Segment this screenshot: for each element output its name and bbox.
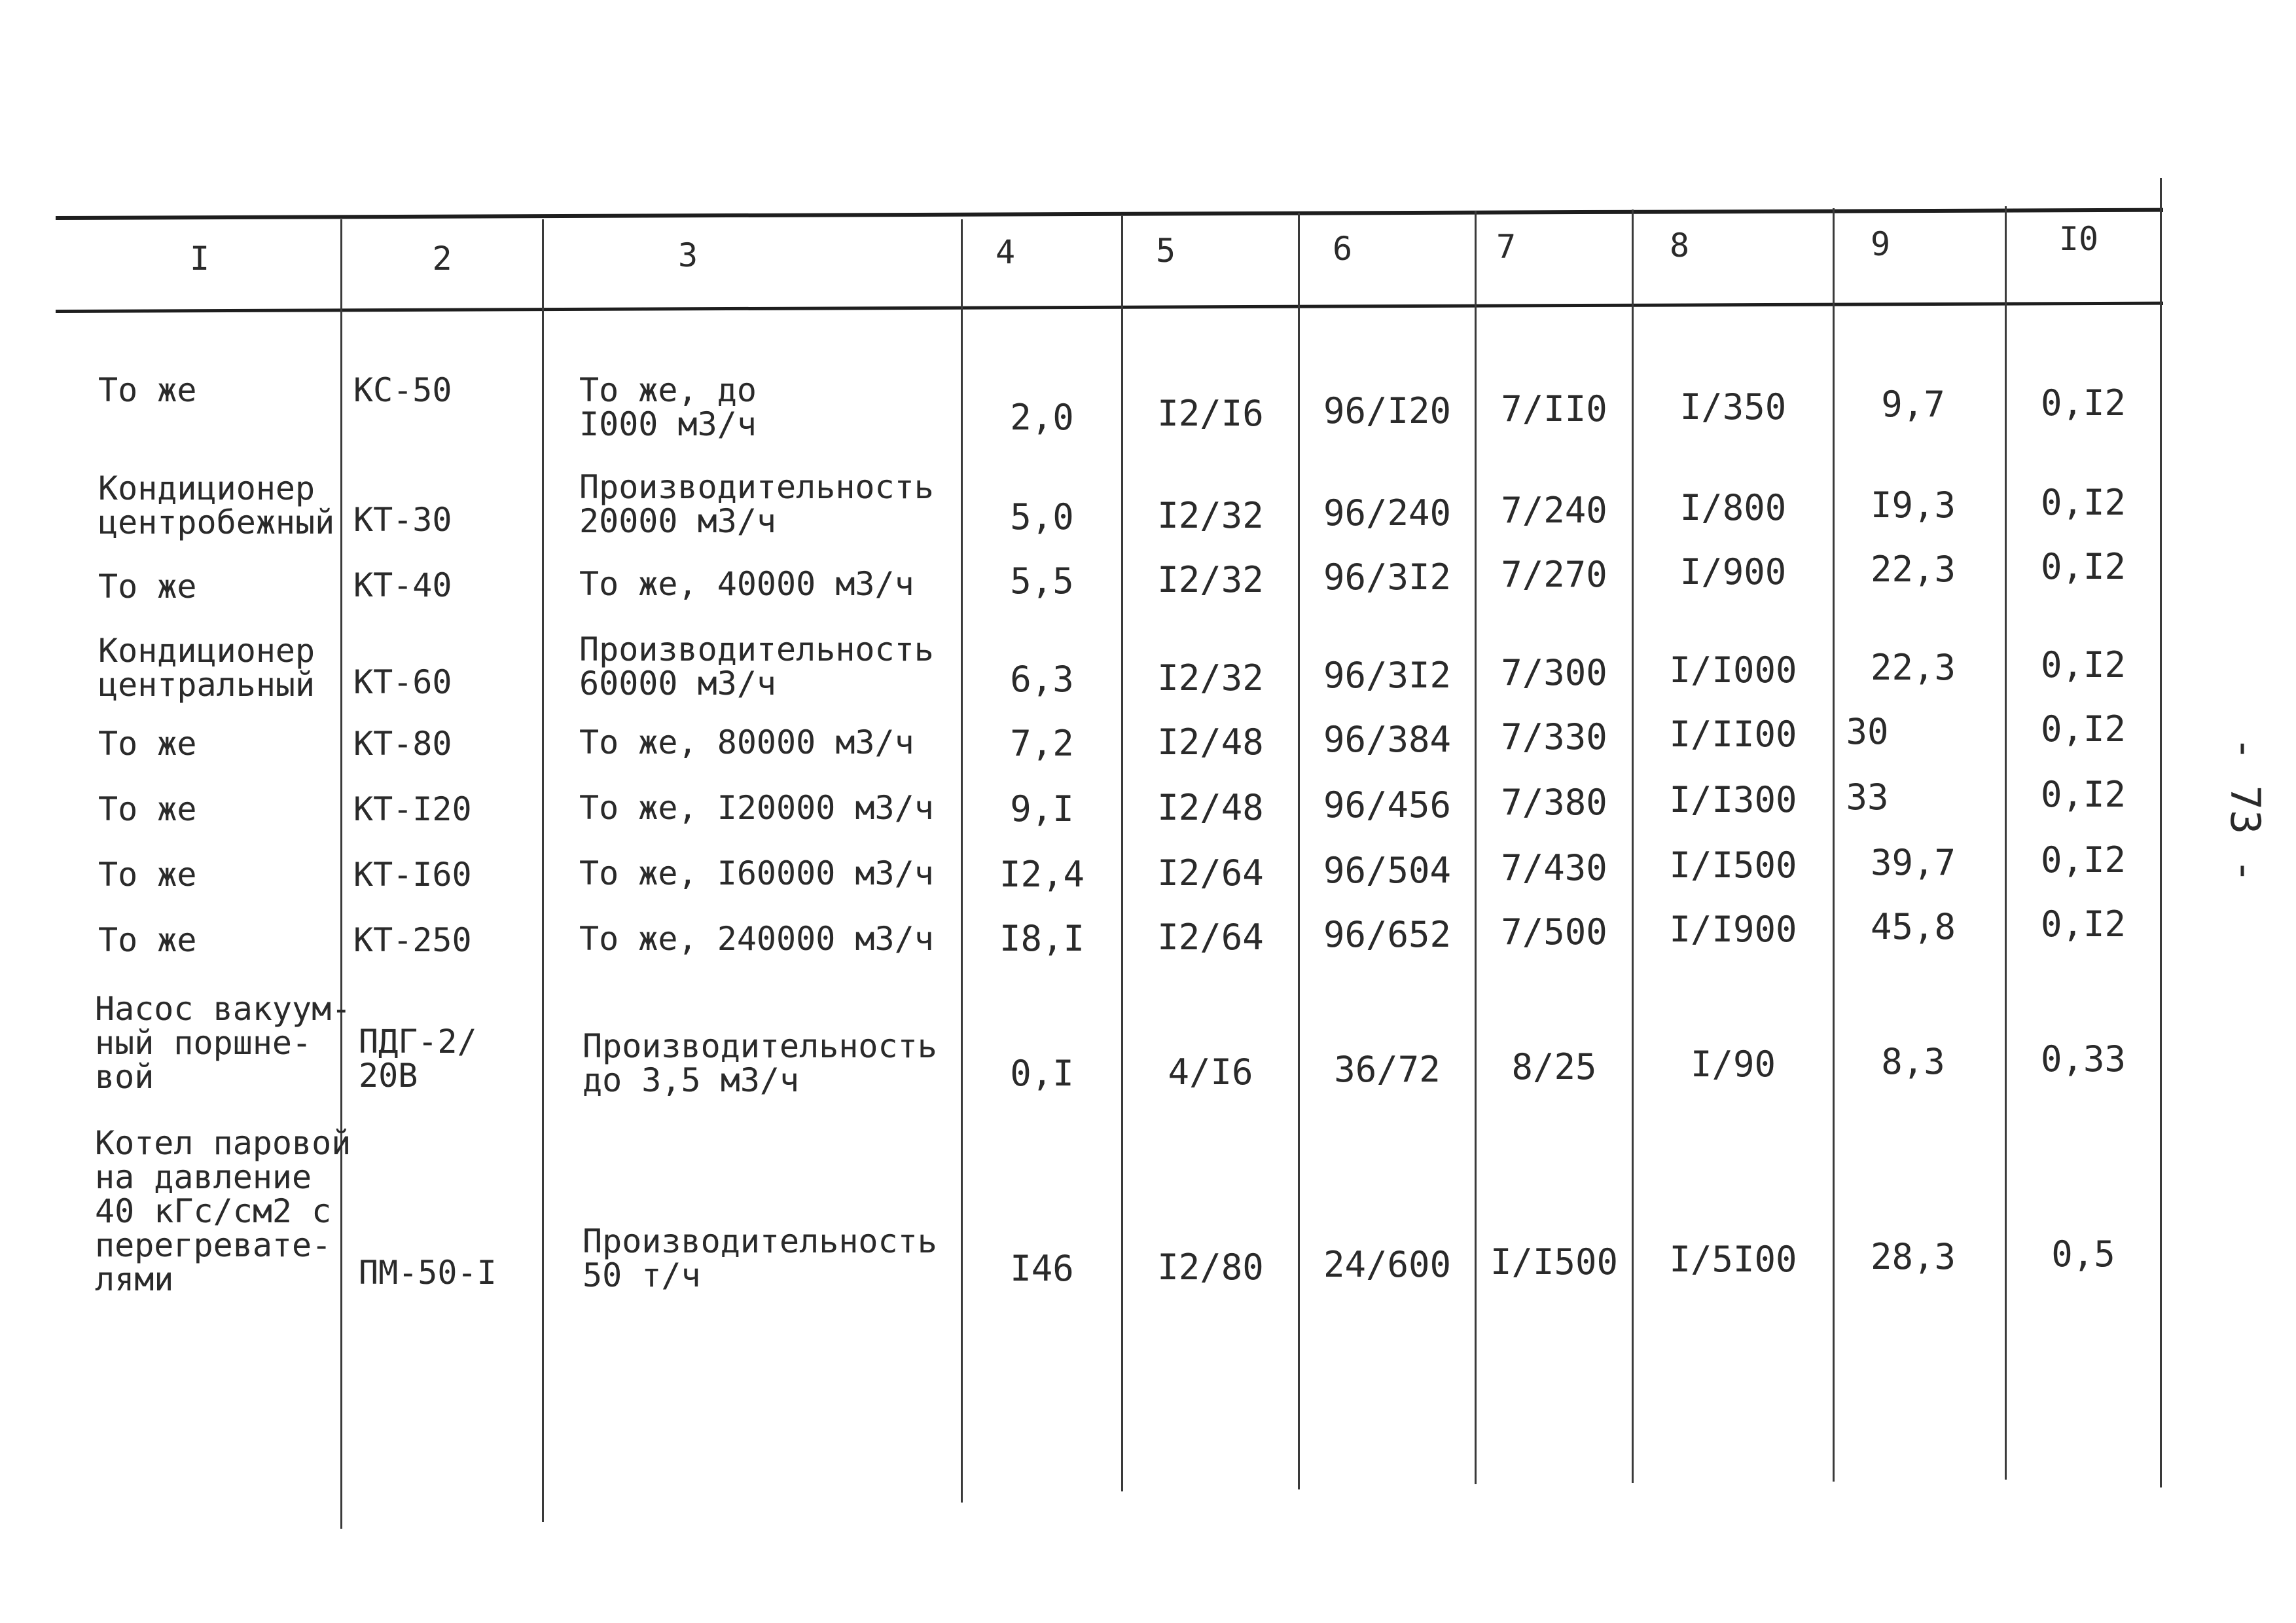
row-7-description: То же, I60000 м3/ч [579,854,934,892]
row-5-col5: I2/48 [1157,721,1264,763]
row-4-description: Производительность 60000 м3/ч [579,630,934,702]
row-2-col8: I/800 [1679,487,1787,528]
row-5-description: То же, 80000 м3/ч [579,723,914,761]
row-8-name: То же [98,921,197,959]
row-1-col10: 0,I2 [2040,382,2126,424]
row-10-col6: 24/600 [1323,1244,1452,1285]
row-6-col7: 7/380 [1501,782,1607,823]
row-4-col6: 96/3I2 [1323,655,1452,696]
row-2-col7: 7/240 [1501,490,1607,531]
row-2-col9: I9,3 [1870,484,1956,526]
column-header-5: 5 [1155,232,1176,270]
header-bottom-rule [56,302,2163,313]
row-1-name: То же [98,371,197,409]
row-9-col7: 8/25 [1511,1046,1597,1087]
row-1-col6: 96/I20 [1323,390,1452,431]
row-10-col9: 28,3 [1870,1236,1956,1277]
page-number: - 73 - [2221,737,2269,883]
row-10-model: ПМ-50-I [359,1254,497,1292]
row-8-col6: 96/652 [1323,914,1452,955]
row-3-name: То же [98,568,197,606]
row-8-col9: 45,8 [1870,906,1956,947]
row-7-name: То же [98,856,197,894]
row-3-col5: I2/32 [1157,559,1264,600]
column-header-8: 8 [1669,227,1690,264]
row-4-col9: 22,3 [1870,647,1956,688]
row-6-model: КТ-I20 [353,790,472,828]
row-5-col6: 96/384 [1323,719,1452,760]
row-1-col9: 9,7 [1881,384,1945,425]
row-5-col10: 0,I2 [2040,708,2126,750]
row-5-col9: 30 [1846,711,1889,752]
row-8-col5: I2/64 [1157,917,1264,958]
row-8-col4: I8,I [999,918,1085,959]
column-header-6: 6 [1332,230,1353,268]
row-2-description: Производительность 20000 м3/ч [579,468,934,540]
row-10-col10: 0,5 [2051,1233,2115,1275]
row-6-description: То же, I20000 м3/ч [579,789,934,827]
row-2-col5: I2/32 [1157,495,1264,536]
column-header-2: 2 [432,240,452,278]
row-1-col4: 2,0 [1010,397,1074,438]
row-1-col8: I/350 [1679,386,1787,428]
row-4-col4: 6,3 [1010,659,1074,700]
row-3-col7: 7/270 [1501,554,1607,595]
row-4-col8: I/I000 [1669,649,1797,691]
row-8-model: КТ-250 [353,921,472,959]
row-5-col4: 7,2 [1010,723,1074,764]
row-9-col4: 0,I [1010,1053,1074,1094]
row-6-name: То же [98,790,197,828]
column-header-7: 7 [1496,228,1516,266]
row-3-col6: 96/3I2 [1323,556,1452,598]
column-header-4: 4 [995,233,1016,271]
row-7-model: КТ-I60 [353,856,472,894]
row-7-col4: I2,4 [999,854,1085,895]
row-9-description: Производительность до 3,5 м3/ч [583,1027,937,1099]
row-10-description: Производительность 50 т/ч [583,1222,937,1294]
column-header-1: I [189,240,210,278]
row-10-name: Котел паровой на давление 40 кГс/см2 с перегревате- лями [95,1124,351,1298]
row-7-col9: 39,7 [1870,842,1956,883]
row-7-col6: 96/504 [1323,850,1452,891]
row-3-description: То же, 40000 м3/ч [579,565,914,603]
row-3-col9: 22,3 [1870,549,1956,590]
row-6-col9: 33 [1846,776,1889,818]
row-2-col4: 5,0 [1010,496,1074,538]
row-8-col8: I/I900 [1669,909,1797,950]
row-1-model: КС-50 [353,371,452,409]
row-6-col4: 9,I [1010,788,1074,830]
row-8-col7: 7/500 [1501,911,1607,953]
row-4-col10: 0,I2 [2040,644,2126,685]
row-8-description: То же, 240000 м3/ч [579,920,934,958]
row-3-col10: 0,I2 [2040,546,2126,587]
row-5-name: То же [98,725,197,763]
row-10-col4: I46 [1010,1248,1074,1289]
row-9-col8: I/90 [1690,1044,1776,1085]
column-header-3: 3 [677,236,698,274]
row-5-model: КТ-80 [353,725,452,763]
row-4-name: Кондиционер центральный [98,632,315,704]
row-7-col7: 7/430 [1501,847,1607,888]
row-7-col10: 0,I2 [2040,839,2126,881]
row-1-col5: I2/I6 [1157,393,1264,434]
row-1-col7: 7/II0 [1501,388,1607,429]
column-header-9: 9 [1870,225,1891,263]
table-top-rule [56,208,2163,220]
row-6-col5: I2/48 [1157,787,1264,828]
row-9-col10: 0,33 [2040,1038,2126,1080]
row-3-col4: 5,5 [1010,560,1074,602]
row-2-name: Кондиционер центробежный [98,469,335,541]
row-2-col10: 0,I2 [2040,482,2126,523]
row-6-col6: 96/456 [1323,784,1452,826]
row-9-name: Насос вакуум- ный поршне- вой [95,990,351,1096]
row-3-col8: I/900 [1679,551,1787,593]
row-1-description: То же, до I000 м3/ч [579,371,757,443]
row-10-col5: I2/80 [1157,1247,1264,1288]
row-3-model: КТ-40 [353,566,452,604]
row-9-model: ПДГ-2/ 20В [359,1023,477,1095]
row-5-col7: 7/330 [1501,716,1607,757]
row-10-col8: I/5I00 [1669,1239,1797,1280]
column-divider-1 [340,219,342,1529]
row-7-col8: I/I500 [1669,845,1797,886]
column-header-10: I0 [2058,220,2099,258]
row-6-col8: I/I300 [1669,779,1797,820]
row-4-model: КТ-60 [353,663,452,701]
row-4-col5: I2/32 [1157,657,1264,699]
row-8-col10: 0,I2 [2040,903,2126,945]
row-4-col7: 7/300 [1501,652,1607,693]
row-9-col9: 8,3 [1881,1041,1945,1082]
row-6-col10: 0,I2 [2040,774,2126,815]
column-divider-2 [542,219,544,1522]
row-9-col6: 36/72 [1334,1049,1441,1090]
table-right-border [2160,178,2162,1487]
row-2-model: КТ-30 [353,501,452,539]
row-9-col5: 4/I6 [1168,1051,1253,1093]
row-2-col6: 96/240 [1323,492,1452,534]
row-10-col7: I/I500 [1490,1241,1619,1283]
row-7-col5: I2/64 [1157,852,1264,894]
row-5-col8: I/II00 [1669,714,1797,755]
